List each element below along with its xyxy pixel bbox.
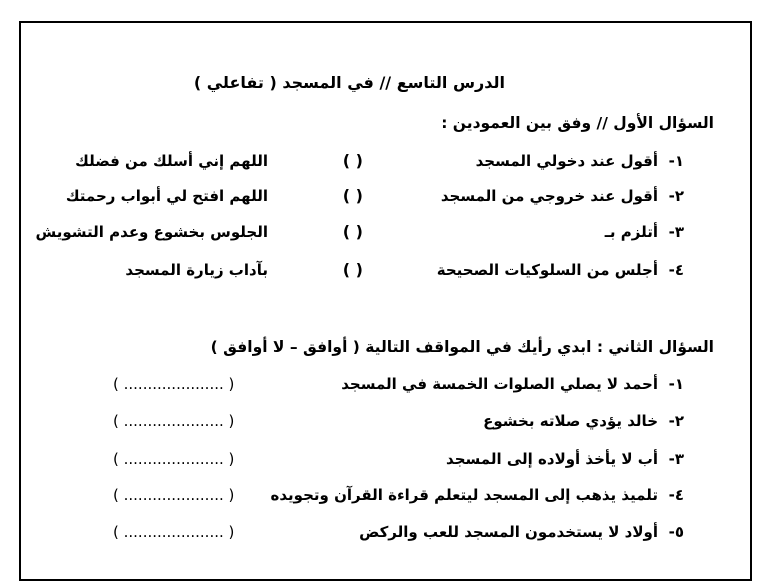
answer-blank[interactable]: ( ..................... )	[113, 523, 235, 541]
left-column-text: أقول عند دخولي المسجد	[475, 152, 658, 170]
situation-text: أولاد لا يستخدمون المسجد للعب والركض	[359, 523, 658, 541]
left-column-text: أقول عند خروجي من المسجد	[440, 187, 658, 205]
row-number: ٥-	[668, 523, 684, 541]
row-number: ١-	[668, 152, 684, 170]
answer-blank[interactable]: ( ..................... )	[113, 450, 235, 468]
row-number: ٢-	[668, 187, 684, 205]
situation-text: أحمد لا يصلي الصلوات الخمسة في المسجد	[341, 375, 658, 393]
answer-parentheses[interactable]: ( )	[342, 151, 363, 170]
right-column-text: اللهم إني أسلك من فضلك	[75, 152, 268, 170]
right-column-text: اللهم افتح لي أبواب رحمتك	[65, 187, 268, 205]
left-column-text: أتلزم بـ	[604, 223, 658, 241]
answer-blank[interactable]: ( ..................... )	[113, 375, 235, 393]
row-number: ١-	[668, 375, 684, 393]
row-number: ٤-	[668, 261, 684, 279]
row-number: ٣-	[668, 450, 684, 468]
question-1-heading: السؤال الأول // وفق بين العمودين :	[441, 114, 714, 132]
answer-blank[interactable]: ( ..................... )	[113, 412, 235, 430]
question-2-heading: السؤال الثاني : ابدي رأيك في المواقف التالية ( أوافق – لا أوافق )	[210, 338, 714, 356]
right-column-text: الجلوس بخشوع وعدم التشويش	[35, 223, 268, 241]
situation-text: تلميذ يذهب إلى المسجد ليتعلم قراءة القرآن وتجويده	[270, 486, 658, 504]
left-column-text: أجلس من السلوكيات الصحيحة	[436, 261, 658, 279]
answer-parentheses[interactable]: ( )	[342, 260, 363, 279]
row-number: ٢-	[668, 412, 684, 430]
row-number: ٤-	[668, 486, 684, 504]
row-number: ٣-	[668, 223, 684, 241]
lesson-title: الدرس التاسع // في المسجد ( تفاعلي )	[193, 73, 505, 92]
answer-blank[interactable]: ( ..................... )	[113, 486, 235, 504]
answer-parentheses[interactable]: ( )	[342, 222, 363, 241]
right-column-text: بآداب زيارة المسجد	[125, 261, 268, 279]
answer-parentheses[interactable]: ( )	[342, 186, 363, 205]
situation-text: خالد يؤدي صلاته بخشوع	[483, 412, 658, 430]
situation-text: أب لا يأخذ أولاده إلى المسجد	[446, 450, 658, 468]
